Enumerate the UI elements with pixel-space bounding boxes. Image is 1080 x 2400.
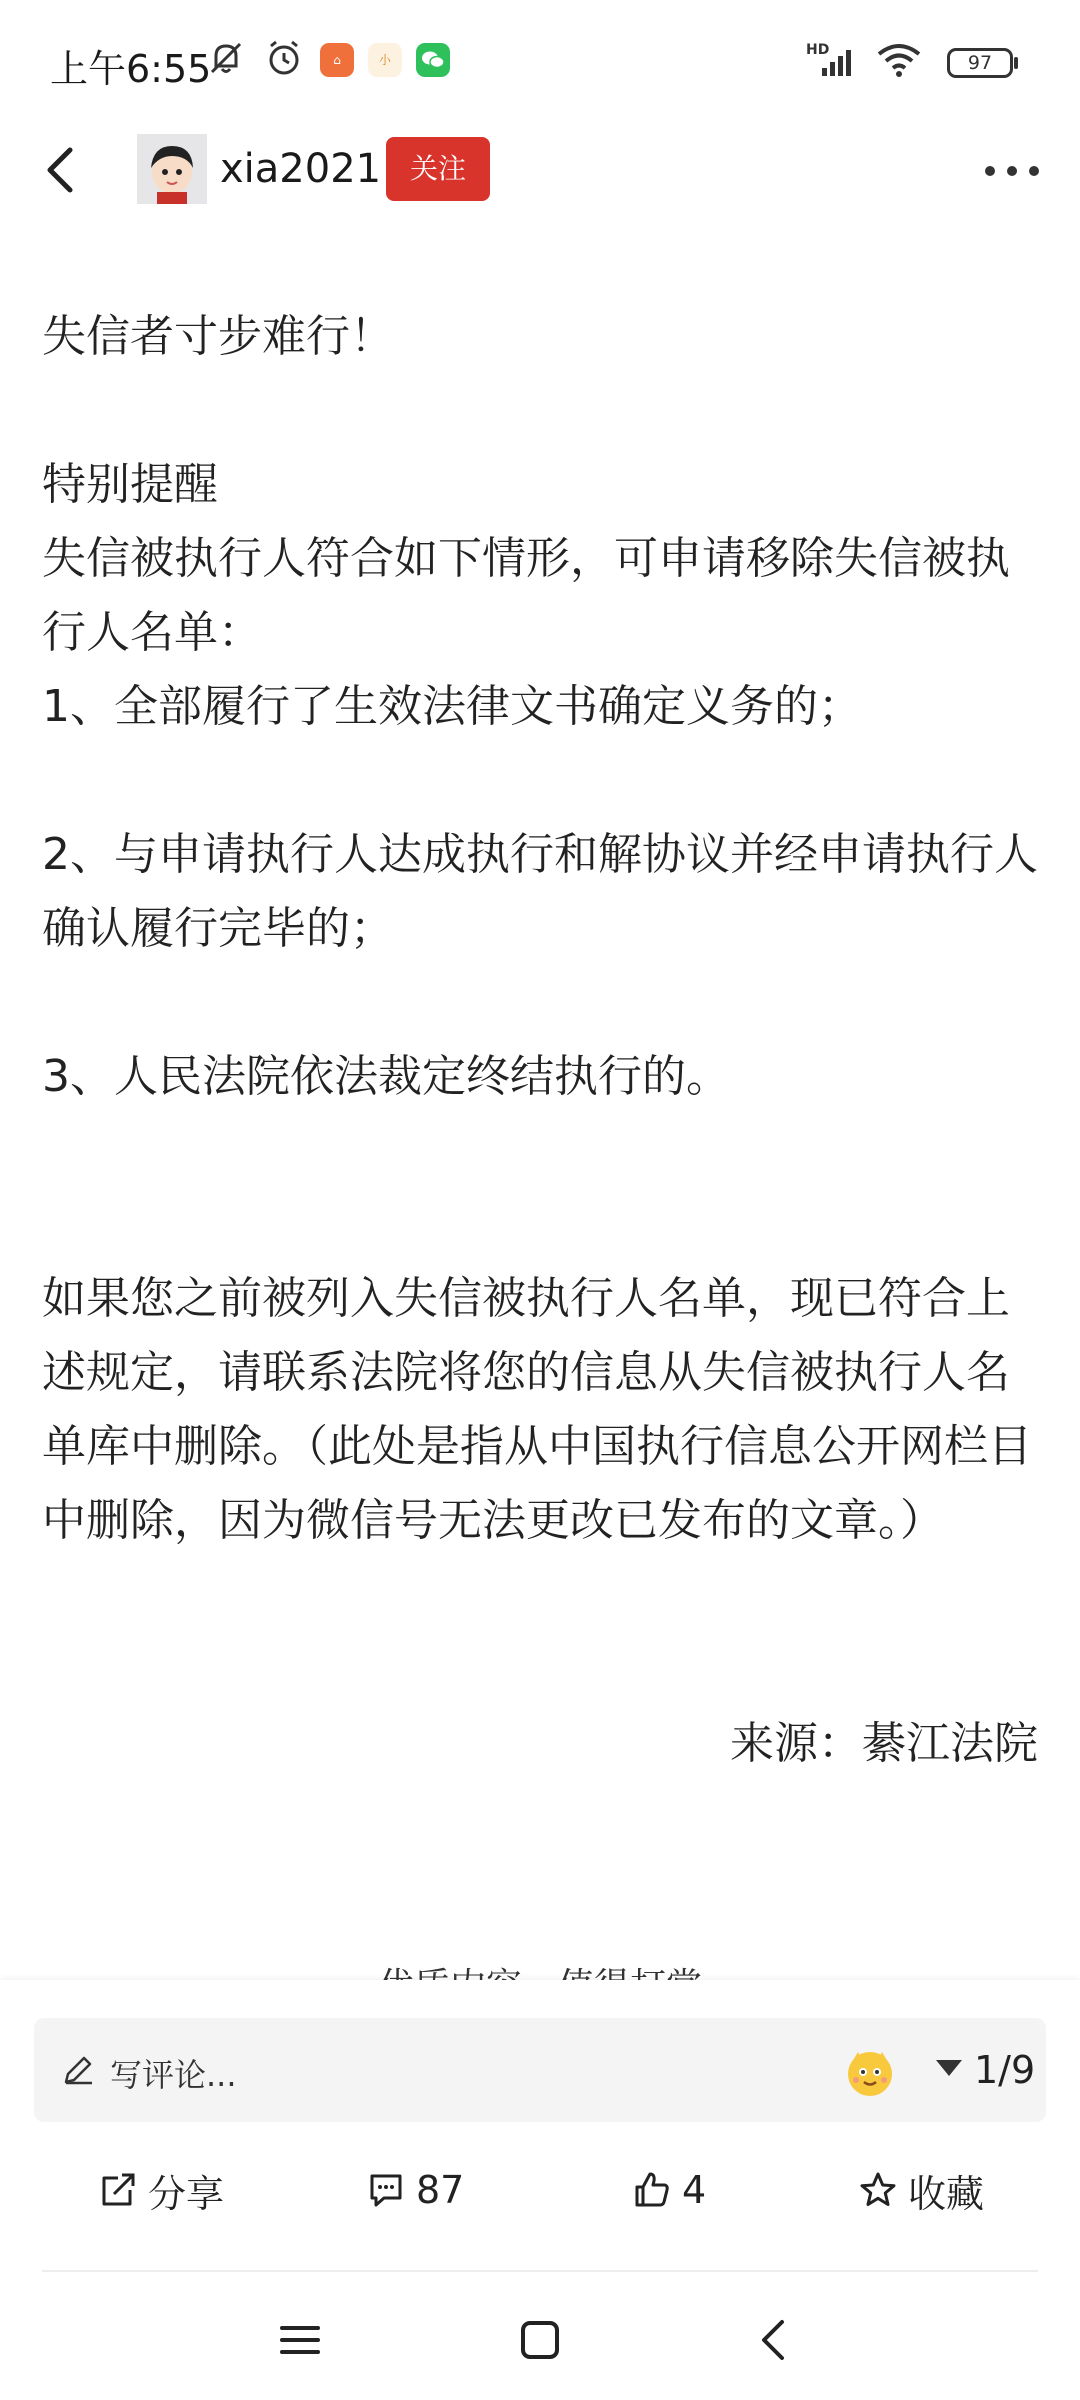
network-type-label: HD (806, 42, 830, 58)
shopping-app-icon: ⌂ (320, 43, 354, 77)
comment-input[interactable] (34, 2018, 1046, 2122)
battery-indicator: 97 (947, 48, 1013, 78)
menu-icon[interactable] (270, 2310, 330, 2370)
article-paragraph: 特别提醒 (42, 459, 218, 510)
alarm-clock-icon (264, 38, 304, 78)
comments-button[interactable] (366, 2150, 464, 2230)
spacer (42, 374, 1042, 448)
divider (42, 2270, 1038, 2272)
status-bar (0, 0, 1080, 120)
app-notification-icon: 小 (368, 43, 402, 77)
cartoon-avatar-icon (137, 134, 207, 204)
mute-bell-icon (206, 38, 246, 78)
article-header (0, 120, 1080, 220)
action-bar (0, 2150, 1080, 2230)
more-options-icon[interactable] (976, 146, 1048, 196)
like-button[interactable] (632, 2150, 706, 2230)
comment-icon (366, 2170, 406, 2210)
article-source: 来源：綦江法院 (730, 1718, 1038, 1769)
emoji-icon[interactable] (842, 2044, 898, 2100)
article-list-item: 3、人民法院依法裁定终结执行的。 (42, 1051, 730, 1102)
article-paragraph: 失信被执行人符合如下情形，可申请移除失信被执行人名单： (42, 533, 1010, 658)
page-dropdown-icon[interactable] (936, 2060, 962, 2076)
author-username[interactable]: xia2021 (220, 146, 382, 192)
thumbs-up-icon (632, 2170, 672, 2210)
follow-button[interactable]: 关注 (386, 137, 490, 201)
pencil-icon (60, 2052, 96, 2088)
comments-count: 87 (416, 2168, 465, 2212)
avatar[interactable] (137, 134, 207, 204)
article-body (42, 300, 1042, 1558)
article-list-item: 1、全部履行了生效法律文书确定义务的； (42, 681, 862, 732)
spacer (42, 1114, 1042, 1262)
wechat-icon (416, 43, 450, 77)
comment-placeholder: 写评论... (110, 2056, 237, 2094)
favorite-button[interactable] (858, 2150, 984, 2230)
reward-prompt (0, 1950, 1080, 1980)
favorite-label: 收藏 (908, 2171, 985, 2216)
wifi-icon (876, 42, 922, 78)
battery-tip (1014, 57, 1018, 69)
article-list-item: 2、与申请执行人达成执行和解协议并经申请执行人确认履行完毕的； (42, 829, 1038, 954)
share-icon (98, 2170, 138, 2210)
share-label: 分享 (148, 2171, 225, 2216)
star-icon (858, 2170, 898, 2210)
spacer (42, 966, 1042, 1040)
home-square-icon[interactable] (510, 2310, 570, 2370)
back-arrow-icon[interactable] (32, 140, 92, 200)
status-time: 上午6:55 (50, 47, 212, 91)
article-headline: 失信者寸步难行！ (42, 311, 394, 362)
likes-count: 4 (682, 2168, 707, 2212)
signal-icon (820, 44, 860, 78)
system-nav-bar (0, 2280, 1080, 2400)
nav-back-icon[interactable] (744, 2310, 804, 2370)
share-button[interactable] (98, 2150, 224, 2230)
spacer (42, 744, 1042, 818)
article-paragraph: 如果您之前被列入失信被执行人名单，现已符合上述规定，请联系法院将您的信息从失信被执行人名单库中删除。（此处是指从中国执行信息公开网栏目中删除，因为微信号无法更改已发布的文章。） (42, 1273, 1032, 1546)
page-indicator[interactable]: 1/9 (974, 2048, 1036, 2092)
bottom-panel (0, 1980, 1080, 2400)
